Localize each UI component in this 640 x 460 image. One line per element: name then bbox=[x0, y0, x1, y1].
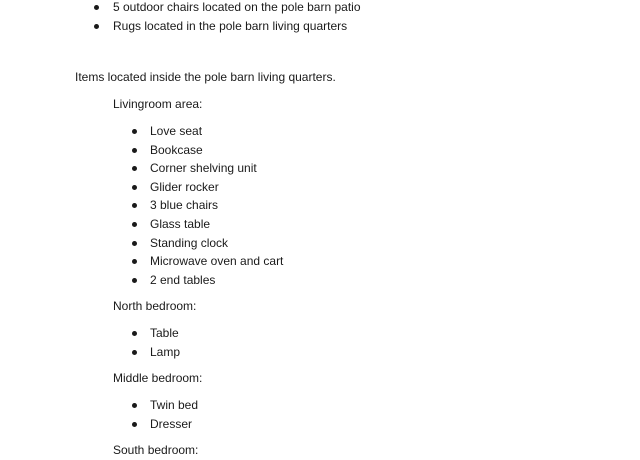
list-item: Corner shelving unit bbox=[150, 161, 257, 175]
bullet-icon bbox=[94, 24, 99, 29]
list-item: Rugs located in the pole barn living quarters bbox=[113, 19, 348, 33]
bullet-icon bbox=[132, 259, 137, 264]
bullet-icon bbox=[132, 422, 137, 427]
list-item: 2 end tables bbox=[150, 273, 216, 287]
list-item: Twin bed bbox=[150, 398, 199, 412]
bullet-icon bbox=[132, 403, 137, 408]
list-item: Microwave oven and cart bbox=[150, 254, 284, 268]
list-item: Lamp bbox=[150, 345, 181, 359]
list-item: Glider rocker bbox=[150, 180, 219, 194]
bullet-icon bbox=[132, 278, 137, 283]
bullet-icon bbox=[94, 5, 99, 10]
bullet-icon bbox=[132, 241, 137, 246]
list-item: Glass table bbox=[150, 217, 211, 231]
south-bedroom-heading: South bedroom: bbox=[113, 443, 199, 457]
bullet-icon bbox=[132, 148, 137, 153]
list-item: Standing clock bbox=[150, 236, 229, 250]
bullet-icon bbox=[132, 331, 137, 336]
list-item: Dresser bbox=[150, 417, 193, 431]
intro-paragraph: Items located inside the pole barn living quarters. bbox=[75, 70, 336, 84]
bullet-icon bbox=[132, 185, 137, 190]
bullet-icon bbox=[132, 129, 137, 134]
list-item: Love seat bbox=[150, 124, 203, 138]
bullet-icon bbox=[132, 350, 137, 355]
list-item: 5 outdoor chairs located on the pole barn patio bbox=[113, 0, 361, 14]
livingroom-heading: Livingroom area: bbox=[113, 97, 203, 111]
bullet-icon bbox=[132, 203, 137, 208]
middle-bedroom-heading: Middle bedroom: bbox=[113, 371, 203, 385]
list-item: 3 blue chairs bbox=[150, 198, 219, 212]
bullet-icon bbox=[132, 222, 137, 227]
list-item: Bookcase bbox=[150, 143, 203, 157]
north-bedroom-heading: North bedroom: bbox=[113, 299, 197, 313]
list-item: Table bbox=[150, 326, 179, 340]
bullet-icon bbox=[132, 166, 137, 171]
